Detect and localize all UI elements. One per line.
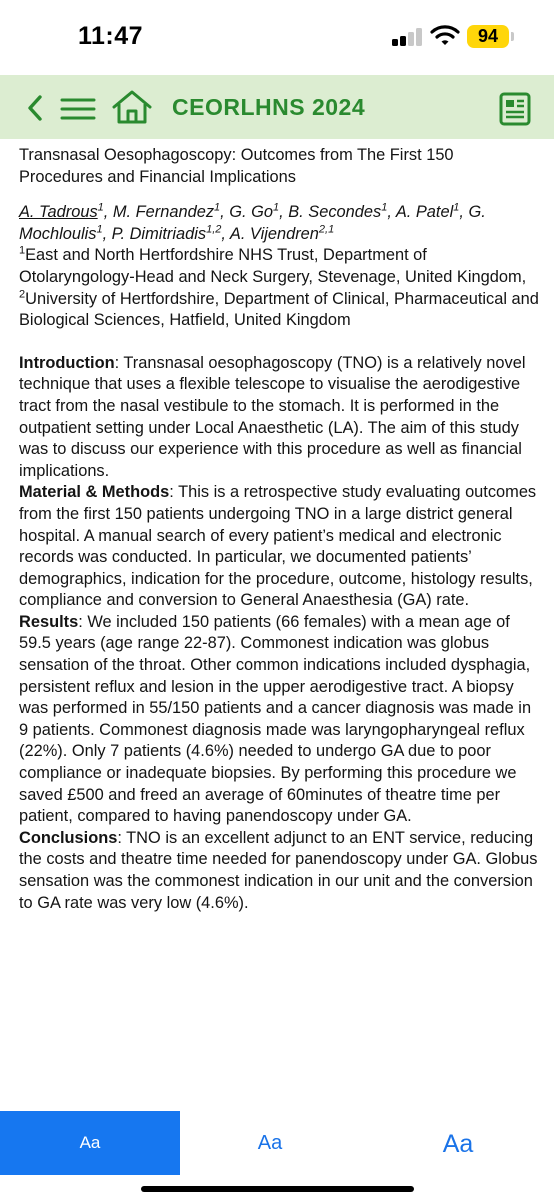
battery-tip <box>511 32 514 41</box>
author-separator: , <box>103 203 113 222</box>
author-separator: , <box>459 203 469 222</box>
section-heading-methods: Material & Methods <box>19 483 170 502</box>
back-chevron-icon[interactable] <box>26 94 44 122</box>
affiliation-text: East and North Hertfordshire NHS Trust, Department of Otolaryngology-Head and Neck Surgery, Stevenage, United Kingdom, <box>19 246 527 286</box>
affiliations <box>19 245 539 331</box>
author-name: G. Mochloulis <box>19 203 486 243</box>
cellular-signal-icon <box>392 28 426 46</box>
battery-icon: 94 <box>467 25 509 48</box>
author-affiliation-sup: 1 <box>453 201 460 214</box>
section-text-conclusions: : TNO is an excellent adjunct to an ENT service, reducing the costs and theatre time needed for panendoscopy under GA. Globus sensation was the commonest indication in our unit and the conversion to GA rate was very low (4.6%). <box>19 828 538 912</box>
author-name: A. Patel <box>395 203 454 222</box>
author-affiliation-sup: 1 <box>381 201 388 214</box>
author-affiliation-sup: 1 <box>96 223 103 236</box>
author-separator: , <box>387 203 396 222</box>
app-title: CEORLHNS 2024 <box>172 94 366 120</box>
section-heading-introduction: Introduction <box>19 353 115 372</box>
author-name: G. Go <box>229 203 273 222</box>
author-affiliation-sup: 1 <box>97 201 104 214</box>
article-title-line-2: Procedures and Financial Implications <box>19 167 296 186</box>
wifi-icon <box>430 23 460 47</box>
author-separator: , <box>220 203 230 222</box>
author-affiliation-sup: 1,2 <box>206 223 222 236</box>
section-text-introduction: : Transnasal oesophagoscopy (TNO) is a relatively novel technique that uses a flexible telescope to visualise the aerodigestive tract from the nasal vestibule to the stomach. It is performed in the outpatient setting under Local Anaesthetic (LA). The aim of this study was to discuss our experience with this procedure as well as financial implications. <box>19 353 526 480</box>
section-text-results: : We included 150 patients (66 females) with a mean age of 59.5 years (age range 22-87). Commonest indication was globus sensation of the throat. Other common indications included dysphagia, persistent reflux and lesion in the upper aerodigestive tract. A biopsy was performed in 55/150 patients and a cancer diagnosis was made in 9 patients. Commonest diagnosis made was laryngopharyngeal reflux (22%). Only 7 patients (4.6%) needed to undergo GA due to poor compliance or inadequate biopsies. By performing this procedure we saved £500 and freed an average of 60minutes of theatre time per patient, compared to having panendoscopy under GA. <box>19 612 532 826</box>
clock-time: 11:47 <box>78 22 144 50</box>
author-name: A. Vijendren <box>229 224 319 243</box>
section-heading-results: Results <box>19 612 79 631</box>
status-bar <box>0 0 554 75</box>
home-indicator[interactable] <box>141 1186 414 1192</box>
menu-icon[interactable] <box>60 97 96 121</box>
author-name: M. Fernandez <box>112 203 215 222</box>
affiliation-text: University of Hertfordshire, Department of Clinical, Pharmaceutical and Biological Sciences, Hatfield, United Kingdom <box>19 289 539 330</box>
app-header <box>0 75 554 139</box>
article-title <box>19 145 539 188</box>
abstract <box>19 353 539 914</box>
font-size-medium-button[interactable] <box>180 1111 360 1175</box>
font-size-small-button[interactable] <box>0 1111 180 1175</box>
author-list <box>19 202 539 245</box>
author-name: A. Tadrous <box>19 203 98 222</box>
section-text-methods: : This is a retrospective study evaluating outcomes from the first 150 patients undergoing TNO in a large district general hospital. A manual search of every patient’s medical and electronic records was conducted. In particular, we documented patients’ demographics, indication for the procedure, outcome, histology results, compliance and conversion to General Anaesthesia (GA) rate. <box>19 483 537 610</box>
font-size-medium-label: Aa <box>257 1132 283 1154</box>
author-affiliation-sup: 1 <box>214 201 221 214</box>
font-size-small-label: Aa <box>79 1133 101 1152</box>
affiliation-sup: 2 <box>19 288 26 301</box>
author-name: B. Secondes <box>288 203 382 222</box>
font-size-large-button[interactable] <box>368 1111 548 1175</box>
author-affiliation-sup: 1 <box>273 201 280 214</box>
author-separator: , <box>102 224 112 243</box>
author-separator: , <box>221 224 230 243</box>
author-separator: , <box>279 203 289 222</box>
affiliation-sup: 1 <box>19 244 26 257</box>
author-name: P. Dimitriadis <box>111 224 207 243</box>
font-size-large-label: Aa <box>442 1130 474 1158</box>
article-body <box>19 140 539 914</box>
section-heading-conclusions: Conclusions <box>19 828 118 847</box>
article-title-line-1: Transnasal Oesophagoscopy: Outcomes from The First 150 <box>19 146 454 164</box>
home-icon[interactable] <box>111 89 153 125</box>
author-affiliation-sup: 2,1 <box>318 223 335 236</box>
article-list-icon[interactable] <box>499 92 531 126</box>
